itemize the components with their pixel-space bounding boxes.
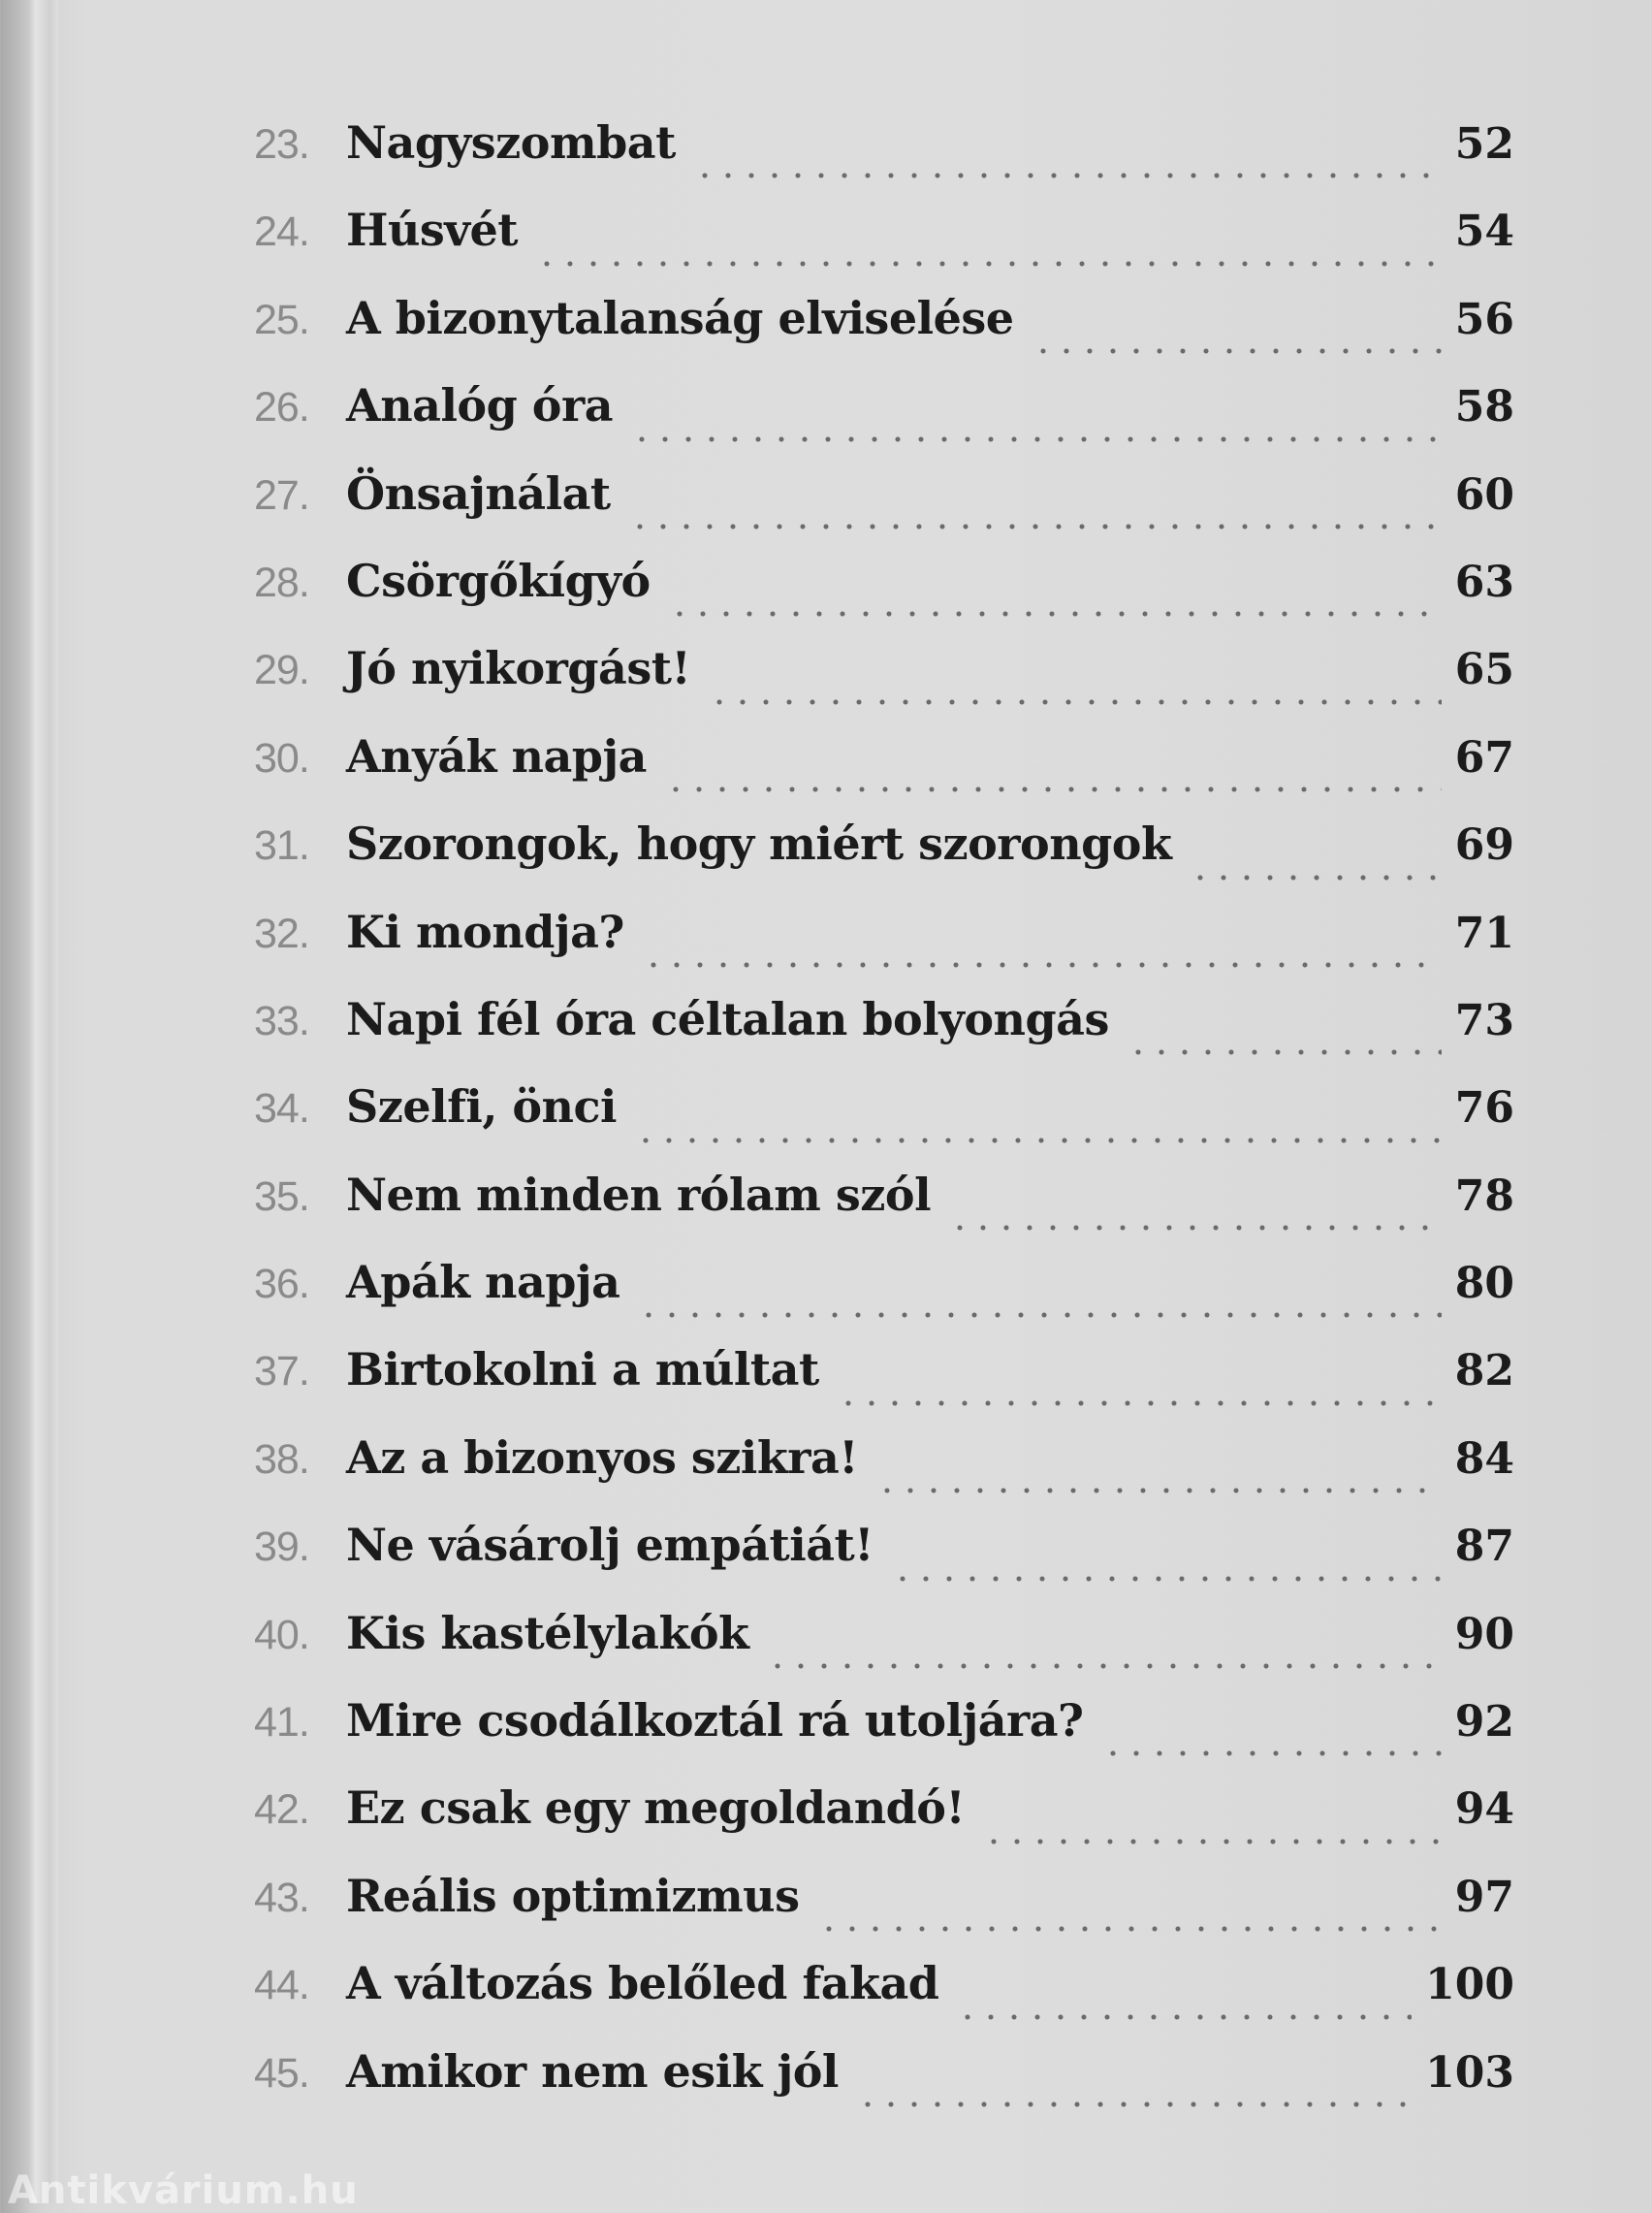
toc-entry-number: 32. [254,910,309,957]
toc-entry [254,1080,1514,1168]
toc-entry-page: 90 [1454,1609,1514,1659]
toc-entry-page: 67 [1454,732,1514,783]
toc-entry-page: 80 [1454,1259,1514,1309]
toc-entry-page: 100 [1425,1960,1514,2010]
toc-dot-leader [1032,348,1442,354]
toc-entry [254,116,1514,204]
toc-dot-leader [642,962,1442,968]
toc-entry-number: 41. [254,1699,309,1747]
toc-entry-number: 44. [254,1962,309,2009]
toc-entry-title: Napi fél óra céltalan bolyongás [346,992,1109,1045]
toc-entry-number: 45. [254,2049,309,2097]
toc-entry-title: A bizonytalanság elviselése [346,291,1014,344]
toc-entry-number: 40. [254,1611,309,1658]
toc-entry-number: 27. [254,471,309,519]
toc-entry [254,906,1514,993]
toc-dot-leader [637,1312,1441,1318]
toc-entry-number: 29. [254,647,309,694]
toc-entry-title: Mire csodálkoztál rá utoljára? [346,1694,1084,1748]
toc-entry-title: Szelfi, önci [346,1080,617,1134]
toc-entry-title: Ez csak egy megoldandó! [346,1781,966,1835]
toc-entry-title: Anyák napja [346,729,647,783]
toc-entry-title: Amikor nem esik jól [346,2044,839,2098]
toc-entry-page: 58 [1454,382,1514,433]
toc-entry-page: 76 [1454,1083,1514,1134]
toc-entry-title: Az a bizonyos szikra! [346,1430,858,1484]
toc-dot-leader [668,611,1442,617]
toc-entry [254,1169,1514,1256]
toc-entry [254,993,1514,1080]
toc-entry-page: 69 [1454,820,1514,871]
toc-entry-title: Nagyszombat [346,116,676,169]
toc-entry [254,1781,1514,1869]
toc-entry [254,1256,1514,1343]
toc-entry-title: Ne vásárolj empátiát! [346,1519,874,1572]
toc-entry-number: 24. [254,208,309,256]
table-of-contents [254,116,1514,2104]
toc-dot-leader [630,436,1442,442]
toc-entry [254,1519,1514,1606]
toc-entry-number: 31. [254,822,309,870]
toc-dot-leader [693,173,1442,178]
toc-dot-leader [875,1488,1442,1493]
toc-entry-page: 56 [1454,294,1514,344]
toc-entry-title: A változás belőled fakad [346,1957,939,2010]
toc-entry [254,292,1514,379]
toc-entry-page: 97 [1454,1872,1514,1922]
toc-entry [254,204,1514,291]
toc-dot-leader [856,2101,1412,2107]
toc-entry-title: Önsajnálat [346,466,611,520]
toc-entry-title: Nem minden rólam szól [346,1168,932,1221]
toc-entry-page: 73 [1454,995,1514,1045]
toc-dot-leader [634,1138,1442,1143]
watermark: Antikvárium.hu [8,2168,359,2213]
toc-dot-leader [982,1839,1442,1844]
toc-entry [254,379,1514,466]
toc-dot-leader [817,1926,1442,1932]
toc-entry-page: 78 [1454,1171,1514,1221]
toc-entry-number: 38. [254,1435,309,1483]
toc-entry [254,1607,1514,1694]
toc-entry-title: Reális optimizmus [346,1869,800,1922]
toc-dot-leader [956,2014,1412,2020]
toc-dot-leader [1189,875,1441,881]
toc-entry-number: 34. [254,1085,309,1133]
toc-entry-number: 33. [254,997,309,1044]
toc-dot-leader [535,261,1442,267]
toc-dot-leader [948,1225,1442,1231]
toc-entry-number: 25. [254,296,309,343]
toc-entry [254,1870,1514,1957]
toc-dot-leader [766,1663,1441,1669]
toc-entry-page: 54 [1454,207,1514,257]
toc-entry-title: Ki mondja? [346,905,624,958]
toc-dot-leader [1101,1750,1442,1756]
toc-entry-title: Kis kastélylakók [346,1606,749,1659]
toc-entry-number: 43. [254,1874,309,1921]
toc-entry-page: 65 [1454,645,1514,695]
toc-entry-title: Húsvét [346,204,519,257]
toc-entry [254,642,1514,729]
toc-entry-number: 30. [254,734,309,782]
toc-entry [254,2045,1514,2133]
toc-dot-leader [664,786,1442,792]
toc-entry-title: Birtokolni a múltat [346,1343,819,1396]
toc-dot-leader [891,1576,1442,1582]
toc-entry-page: 71 [1454,908,1514,958]
toc-dot-leader [1127,1049,1442,1055]
toc-entry-page: 84 [1454,1433,1514,1484]
toc-dot-leader [708,699,1442,705]
toc-entry-page: 82 [1454,1346,1514,1396]
toc-entry-number: 23. [254,121,309,168]
toc-entry-title: Analóg óra [346,379,613,433]
toc-entry-title: Szorongok, hogy miért szorongok [346,818,1172,871]
page-edge [27,0,49,2203]
toc-entry-title: Jó nyikorgást! [346,642,691,695]
toc-entry-page: 92 [1454,1697,1514,1748]
toc-entry-title: Apák napja [346,1256,620,1309]
toc-entry [254,1431,1514,1519]
toc-dot-leader [837,1400,1442,1406]
toc-entry [254,467,1514,555]
toc-entry [254,555,1514,642]
toc-entry [254,1957,1514,2044]
toc-entry-number: 35. [254,1172,309,1220]
toc-entry-title: Csörgőkígyó [346,554,651,607]
toc-entry-page: 94 [1454,1784,1514,1835]
toc-entry-page: 60 [1454,469,1514,520]
toc-entry-number: 37. [254,1348,309,1395]
toc-entry-page: 87 [1454,1522,1514,1572]
toc-entry-number: 42. [254,1786,309,1834]
toc-entry-page: 103 [1425,2047,1514,2098]
toc-entry-page: 63 [1454,557,1514,607]
toc-entry-number: 39. [254,1523,309,1571]
toc-entry-number: 36. [254,1261,309,1308]
toc-entry [254,1694,1514,1781]
toc-entry-page: 52 [1454,119,1514,169]
toc-dot-leader [628,524,1442,529]
toc-entry [254,818,1514,905]
toc-entry [254,1343,1514,1430]
toc-entry-number: 26. [254,384,309,432]
toc-entry-number: 28. [254,559,309,606]
toc-entry [254,730,1514,818]
page-edge-inner [48,0,58,2203]
